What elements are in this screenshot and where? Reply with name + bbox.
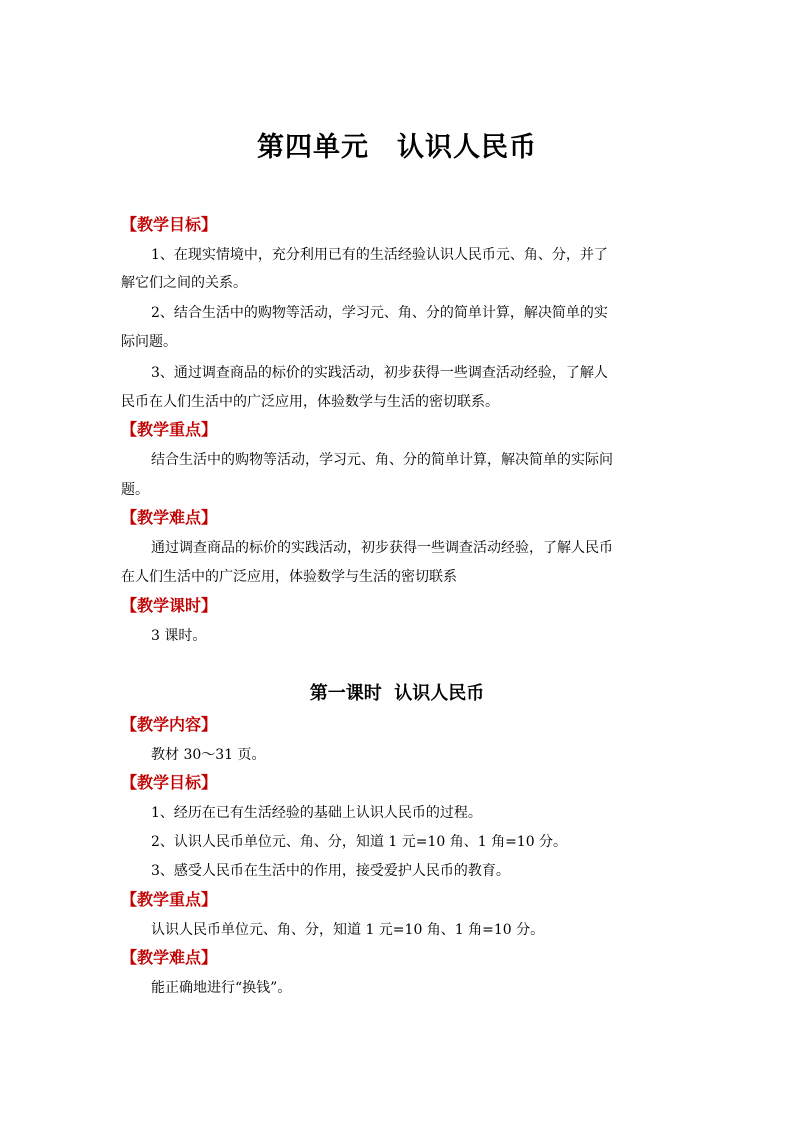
key-line: 认识人民币单位元、角、分，知道 1 元=10 角、1 角=10 分。 xyxy=(151,922,545,938)
goal-line: 际问题。 xyxy=(121,334,177,350)
hours-line: 3 课时。 xyxy=(151,628,207,644)
teaching-goals-heading: 【教学目标】 xyxy=(121,773,218,792)
teaching-hours-heading: 【教学课时】 xyxy=(121,596,218,615)
goal-line: 2、认识人民币单位元、角、分，知道 1 元=10 角、1 角=10 分。 xyxy=(151,834,568,850)
lesson-title: 第一课时 认识人民币 xyxy=(309,683,485,704)
teaching-content-heading: 【教学内容】 xyxy=(121,715,218,734)
teaching-key-heading: 【教学重点】 xyxy=(121,420,218,439)
teaching-key-heading: 【教学重点】 xyxy=(121,890,218,909)
difficulty-line: 能正确地进行“换钱”。 xyxy=(151,980,292,996)
content-line: 教材 30～31 页。 xyxy=(151,747,266,763)
unit-title: 第四单元 认识人民币 xyxy=(257,132,537,163)
difficulty-line: 在人们生活中的广泛应用，体验数学与生活的密切联系 xyxy=(121,569,457,585)
teaching-difficulty-heading: 【教学难点】 xyxy=(121,508,218,527)
goal-line: 1、经历在已有生活经验的基础上认识人民币的过程。 xyxy=(151,805,482,821)
key-line: 题。 xyxy=(121,482,149,498)
goal-line: 1、在现实情境中，充分利用已有的生活经验认识人民币元、角、分，并了 xyxy=(151,247,608,263)
goal-line: 3、通过调查商品的标价的实践活动，初步获得一些调查活动经验，了解人 xyxy=(151,365,608,381)
goal-line: 解它们之间的关系。 xyxy=(121,275,247,291)
goal-line: 3、感受人民币在生活中的作用，接受爱护人民币的教育。 xyxy=(151,863,510,879)
difficulty-line: 通过调查商品的标价的实践活动，初步获得一些调查活动经验，了解人民币 xyxy=(151,540,613,556)
key-line: 结合生活中的购物等活动，学习元、角、分的简单计算，解决简单的实际问 xyxy=(151,452,613,468)
teaching-goals-heading: 【教学目标】 xyxy=(121,215,218,234)
goal-line: 民币在人们生活中的广泛应用，体验数学与生活的密切联系。 xyxy=(121,394,499,410)
teaching-difficulty-heading: 【教学难点】 xyxy=(121,948,218,967)
goal-line: 2、结合生活中的购物等活动，学习元、角、分的简单计算，解决简单的实 xyxy=(151,305,608,321)
